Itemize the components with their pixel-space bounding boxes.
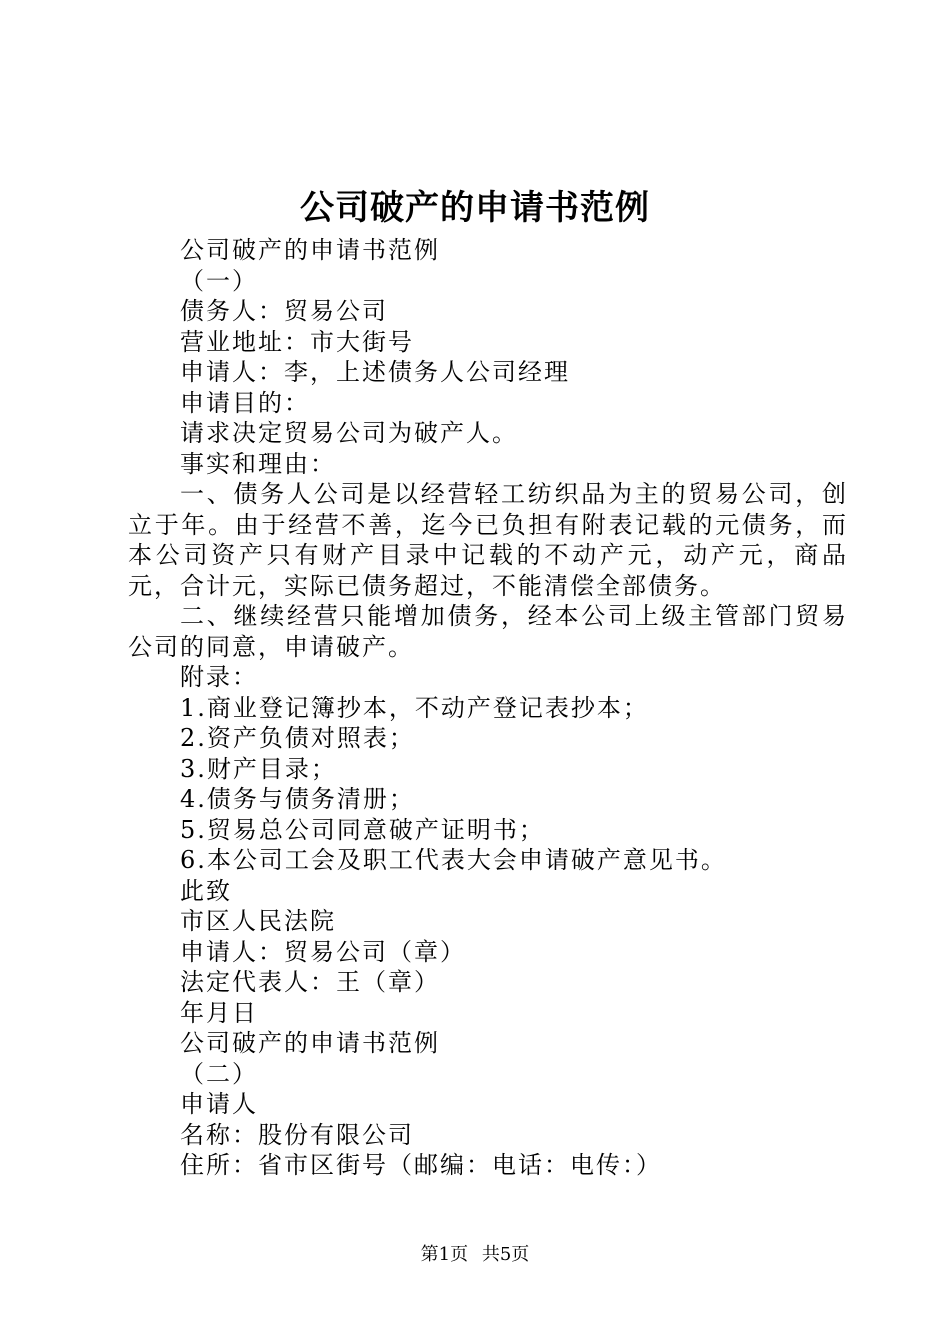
appendix-item: 1.商业登记簿抄本，不动产登记表抄本；: [180, 693, 649, 722]
date-line: 年月日: [180, 998, 258, 1027]
recipient-court: 市区人民法院: [180, 907, 336, 935]
appendix-item: 5.贸易总公司同意破产证明书；: [180, 815, 545, 844]
reason-paragraph-2: 二、继续经营只能增加债务，经本公司上级主管部门贸易公司的同意，申请破产。: [128, 602, 848, 661]
address-line: 营业地址：市大街号: [180, 327, 414, 356]
section-number: （一）: [180, 266, 258, 295]
page-footer: [0, 1243, 950, 1267]
applicant-line: 申请人：李，上述债务人公司经理: [180, 358, 570, 386]
purpose-text: 请求决定贸易公司为破产人。: [180, 419, 518, 447]
document-title: 公司破产的申请书范例: [300, 188, 650, 228]
salutation: 此致: [180, 876, 232, 905]
appendix-item: 4.债务与债务清册；: [180, 785, 415, 813]
signature-applicant: 申请人：贸易公司（章）: [180, 937, 466, 966]
appendix-item: 3.财产目录；: [180, 754, 337, 783]
document-body: [128, 235, 848, 1181]
section-heading: 公司破产的申请书范例: [180, 1029, 440, 1057]
page-number: 第1页: [420, 1244, 469, 1265]
appendix-heading: 附录：: [180, 663, 258, 691]
applicant-heading: 申请人: [180, 1090, 258, 1118]
appendix-item: 2.资产负债对照表；: [180, 724, 415, 752]
section-number: （二）: [180, 1059, 258, 1088]
reasons-heading: 事实和理由：: [180, 449, 336, 478]
signature-representative: 法定代表人：王（章）: [180, 968, 440, 996]
section-heading: 公司破产的申请书范例: [180, 236, 440, 264]
residence-line: 住所：省市区街号（邮编：电话：电传：）: [180, 1151, 662, 1179]
debtor-line: 债务人：贸易公司: [180, 297, 388, 325]
reason-paragraph-1: 一、债务人公司是以经营轻工纺织品为主的贸易公司，创立于年。由于经营不善，迄今已负担有附表记载的元债务，而本公司资产只有财产目录中记载的不动产元，动产元，商品元，合计元，实际已债务超过，不能清偿全部债务。: [128, 480, 848, 600]
name-line: 名称：股份有限公司: [180, 1120, 414, 1149]
appendix-item: 6.本公司工会及职工代表大会申请破产意见书。: [180, 846, 727, 874]
page-total: 共5页: [481, 1244, 530, 1265]
purpose-heading: 申请目的：: [180, 388, 310, 417]
